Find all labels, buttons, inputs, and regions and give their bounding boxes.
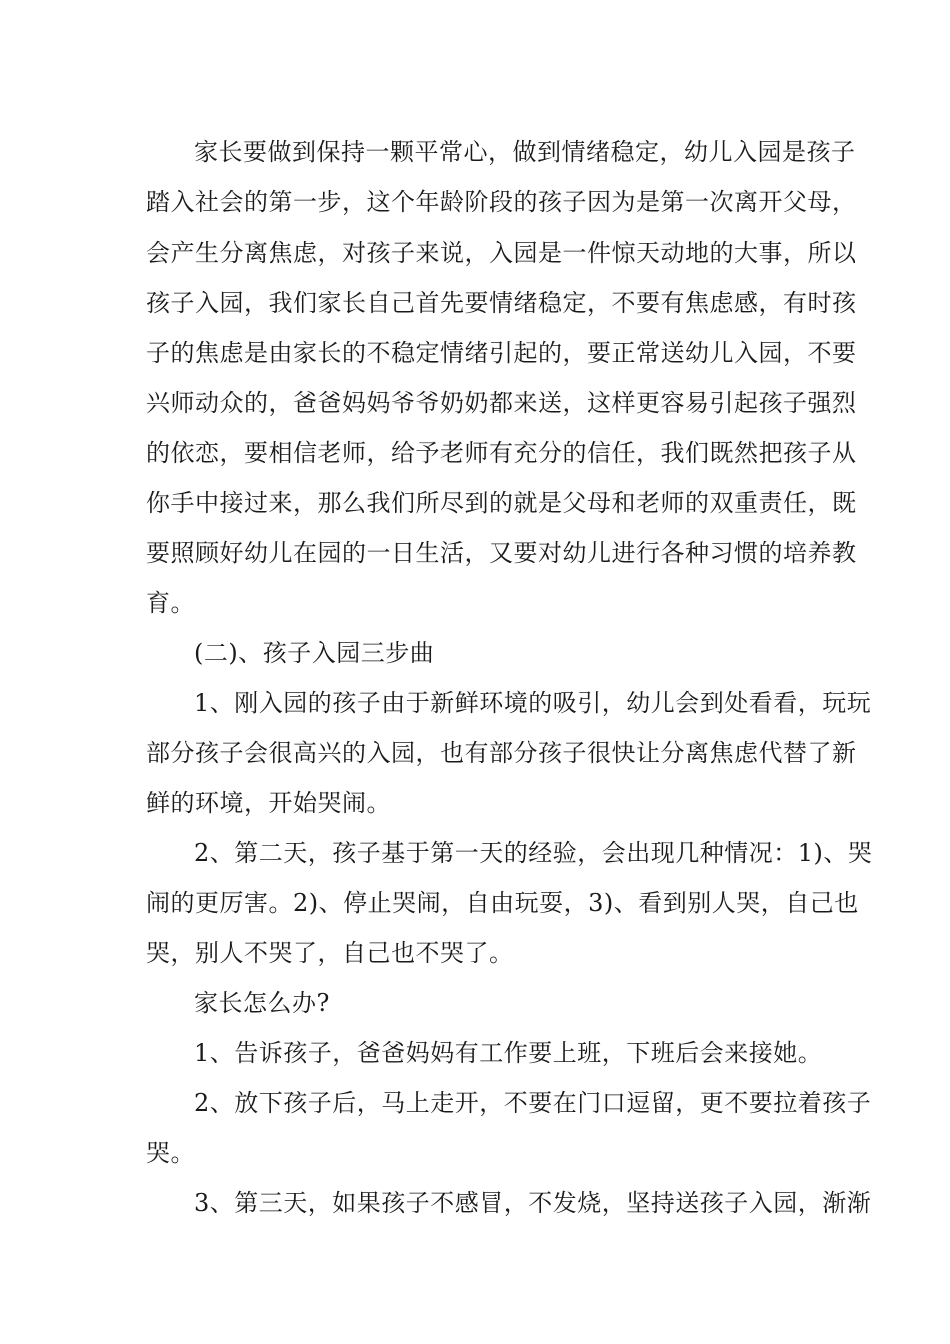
paragraph-line: 会产生分离焦虑，对孩子来说，入园是一件惊天动地的大事，所以: [146, 239, 857, 267]
paragraph-line: 要照顾好幼儿在园的一日生活，又要对幼儿进行各种习惯的培养教: [146, 539, 857, 567]
paragraph-line: 家长要做到保持一颗平常心，做到情绪稳定，幼儿入园是孩子: [194, 138, 856, 166]
paragraph-line: 踏入社会的第一步，这个年龄阶段的孩子因为是第一次离开父母，: [146, 188, 857, 216]
section-heading: (二)、孩子入园三步曲: [194, 639, 435, 667]
paragraph-line: 3、第三天，如果孩子不感冒，不发烧，坚持送孩子入园，渐渐: [194, 1189, 872, 1217]
paragraph-line: 2、放下孩子后，马上走开，不要在门口逗留，更不要拉着孩子: [194, 1089, 872, 1117]
paragraph-line: 哭。: [146, 1139, 195, 1167]
paragraph-line: 2、第二天，孩子基于第一天的经验，会出现几种情况：1)、哭: [194, 839, 873, 867]
paragraph-line: 育。: [146, 589, 195, 617]
paragraph-line: 子的焦虑是由家长的不稳定情绪引起的，要正常送幼儿入园，不要: [146, 339, 857, 367]
paragraph-line: 鲜的环境，开始哭闹。: [146, 789, 391, 817]
paragraph-line: 闹的更厉害。2)、停止哭闹，自由玩耍，3)、看到别人哭，自己也: [146, 889, 859, 917]
paragraph-line: 部分孩子会很高兴的入园，也有部分孩子很快让分离焦虑代替了新: [146, 739, 857, 767]
paragraph-line: 的依恋，要相信老师，给予老师有充分的信任，我们既然把孩子从: [146, 439, 857, 467]
paragraph-line: 孩子入园，我们家长自己首先要情绪稳定，不要有焦虑感，有时孩: [146, 289, 857, 317]
paragraph-line: 1、刚入园的孩子由于新鲜环境的吸引，幼儿会到处看看，玩玩: [194, 689, 872, 717]
paragraph-line: 哭，别人不哭了，自己也不哭了。: [146, 939, 514, 967]
subheading: 家长怎么办?: [194, 989, 330, 1017]
paragraph-line: 1、告诉孩子，爸爸妈妈有工作要上班，下班后会来接她。: [194, 1039, 823, 1067]
paragraph-line: 你手中接过来，那么我们所尽到的就是父母和老师的双重责任，既: [146, 489, 857, 517]
paragraph-line: 兴师动众的，爸爸妈妈爷爷奶奶都来送，这样更容易引起孩子强烈: [146, 389, 857, 417]
